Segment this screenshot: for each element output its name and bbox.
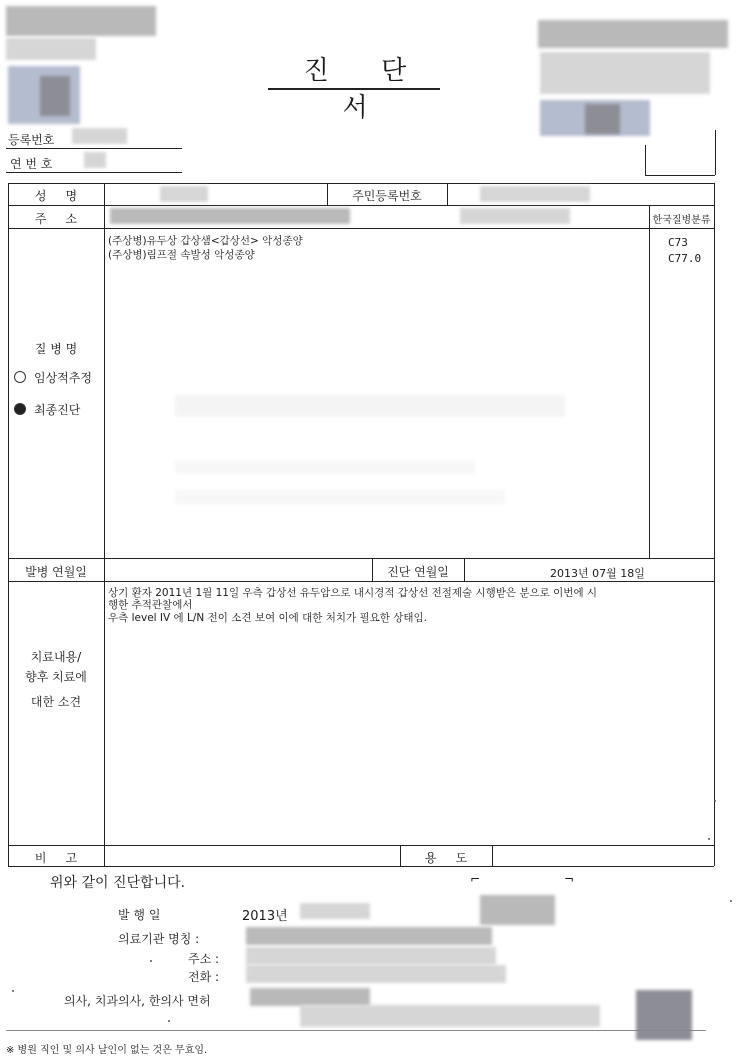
row-divider-5 <box>8 845 714 846</box>
treatment-line-2: 행한 추적관찰에서 <box>108 599 193 611</box>
col-divider-purpose-right <box>492 845 493 866</box>
registration-underline <box>6 148 182 149</box>
serial-underline <box>6 172 182 173</box>
scan-speck <box>12 990 14 992</box>
remarks-label: 비 고 <box>34 851 78 865</box>
diagnosis-statement: 위와 같이 진단합니다. <box>50 875 186 891</box>
row-divider-3 <box>8 558 714 559</box>
redacted-patient-name <box>160 186 208 202</box>
treatment-label-3: 대한 소견 <box>30 695 82 709</box>
corner-box-left <box>645 145 646 175</box>
col-divider-kcd <box>649 205 650 558</box>
table-left-border <box>8 183 9 866</box>
redacted-institution-name <box>246 927 492 945</box>
footer-phone-label: 전화 : <box>188 970 220 984</box>
final-diagnosis-radio[interactable] <box>14 403 26 415</box>
issue-date-label: 발 행 일 <box>118 908 161 922</box>
kcd-label: 한국질병분류 <box>652 215 711 226</box>
bracket-left: ⌐ <box>470 872 481 886</box>
resident-id-label: 주민등록번호 <box>352 189 422 203</box>
table-bottom-border <box>8 866 714 867</box>
diagnosis-date-value: 2013년 07월 18일 <box>550 567 645 580</box>
kcd-code-1: C73 <box>668 236 688 249</box>
redacted-seal-bottom <box>636 990 692 1040</box>
redacted-address-2 <box>460 208 570 224</box>
corner-box-bottom <box>645 175 715 176</box>
row-divider-4 <box>8 581 714 582</box>
redacted-resident-id <box>480 186 590 202</box>
table-top-border <box>8 183 714 184</box>
treatment-line-1: 상기 환자 2011년 1월 11일 우측 갑상선 유두암으로 내시경적 갑상선 전절제술 시행받은 분으로 이번에 시 <box>108 587 598 599</box>
faint-background-smudge-3 <box>175 490 505 504</box>
faint-background-smudge-2 <box>175 460 475 474</box>
col-divider-id-label-right <box>447 183 448 205</box>
col-divider-label <box>104 183 105 845</box>
redacted-address <box>110 208 350 224</box>
final-diagnosis-label: 최종진단 <box>34 403 81 417</box>
name-label: 성 명 <box>34 189 78 203</box>
title-underline <box>268 88 440 90</box>
scan-speck <box>708 838 710 840</box>
redacted-hospital-subtitle <box>6 38 96 60</box>
faint-background-smudge <box>175 395 565 417</box>
col-divider-remarks <box>104 845 105 866</box>
footer-notice: ※ 병원 직인 및 의사 날인이 없는 것은 무효임. <box>6 1045 208 1056</box>
scan-speck <box>714 800 716 802</box>
treatment-line-3: 우측 level IV 에 L/N 전이 소견 보여 이에 대한 처치가 필요한 상태임. <box>108 612 428 624</box>
footer-address-label: 주소 : <box>188 952 220 966</box>
redacted-hospital-logo <box>6 6 156 36</box>
row-divider-2 <box>8 228 714 229</box>
document-title: 진 단 서 <box>303 56 429 123</box>
redacted-hospital-info-right <box>538 20 728 48</box>
redacted-hospital-info-right-2 <box>540 52 710 94</box>
clinical-estimate-label: 임상적추정 <box>34 371 92 385</box>
registration-number-label: 등록번호 <box>8 133 55 147</box>
redacted-footer-phone <box>246 965 506 983</box>
scan-speck <box>168 1020 170 1022</box>
redacted-registration-number <box>72 128 127 144</box>
treatment-label-2: 향후 치료에 <box>25 670 87 684</box>
issue-year: 2013년 <box>242 909 288 924</box>
redacted-footer-address <box>246 947 496 965</box>
kcd-code-2: C77.0 <box>668 252 702 265</box>
row-divider-1 <box>8 205 714 206</box>
disease-section-label: 질 병 명 <box>34 342 78 356</box>
purpose-label: 용 도 <box>424 851 468 865</box>
serial-number-label: 연 번 호 <box>10 157 53 171</box>
redacted-footer-block <box>480 895 555 925</box>
redacted-issue-date <box>300 903 370 919</box>
scan-speck <box>730 900 732 902</box>
bracket-right: ¬ <box>564 872 575 886</box>
disease-line-2: (주상병)림프절 속발성 악성종양 <box>108 249 255 261</box>
diagnosis-date-label: 진단 연월일 <box>387 565 449 579</box>
redacted-seal-right-inner <box>585 104 620 134</box>
disease-line-1: (주상병)유두상 갑상샘<갑상선> 악성종양 <box>108 235 303 247</box>
redacted-license <box>250 988 370 1006</box>
clinical-estimate-radio[interactable] <box>14 371 26 383</box>
onset-date-label: 발병 연월일 <box>25 565 87 579</box>
scan-speck <box>150 960 152 962</box>
license-label: 의사, 치과의사, 한의사 면허 <box>64 994 211 1008</box>
footer-bottom-line <box>6 1030 706 1031</box>
redacted-signature-area <box>300 1005 600 1027</box>
table-right-border <box>714 183 715 866</box>
address-label: 주 소 <box>34 212 78 226</box>
treatment-label-1: 치료내용/ <box>30 650 82 664</box>
redacted-patient-stamp-inner <box>40 76 70 116</box>
institution-name-label: 의료기관 명칭 : <box>118 932 200 946</box>
corner-box-right <box>715 130 716 175</box>
col-divider-diag-right <box>464 558 465 581</box>
redacted-serial-number <box>84 152 106 168</box>
